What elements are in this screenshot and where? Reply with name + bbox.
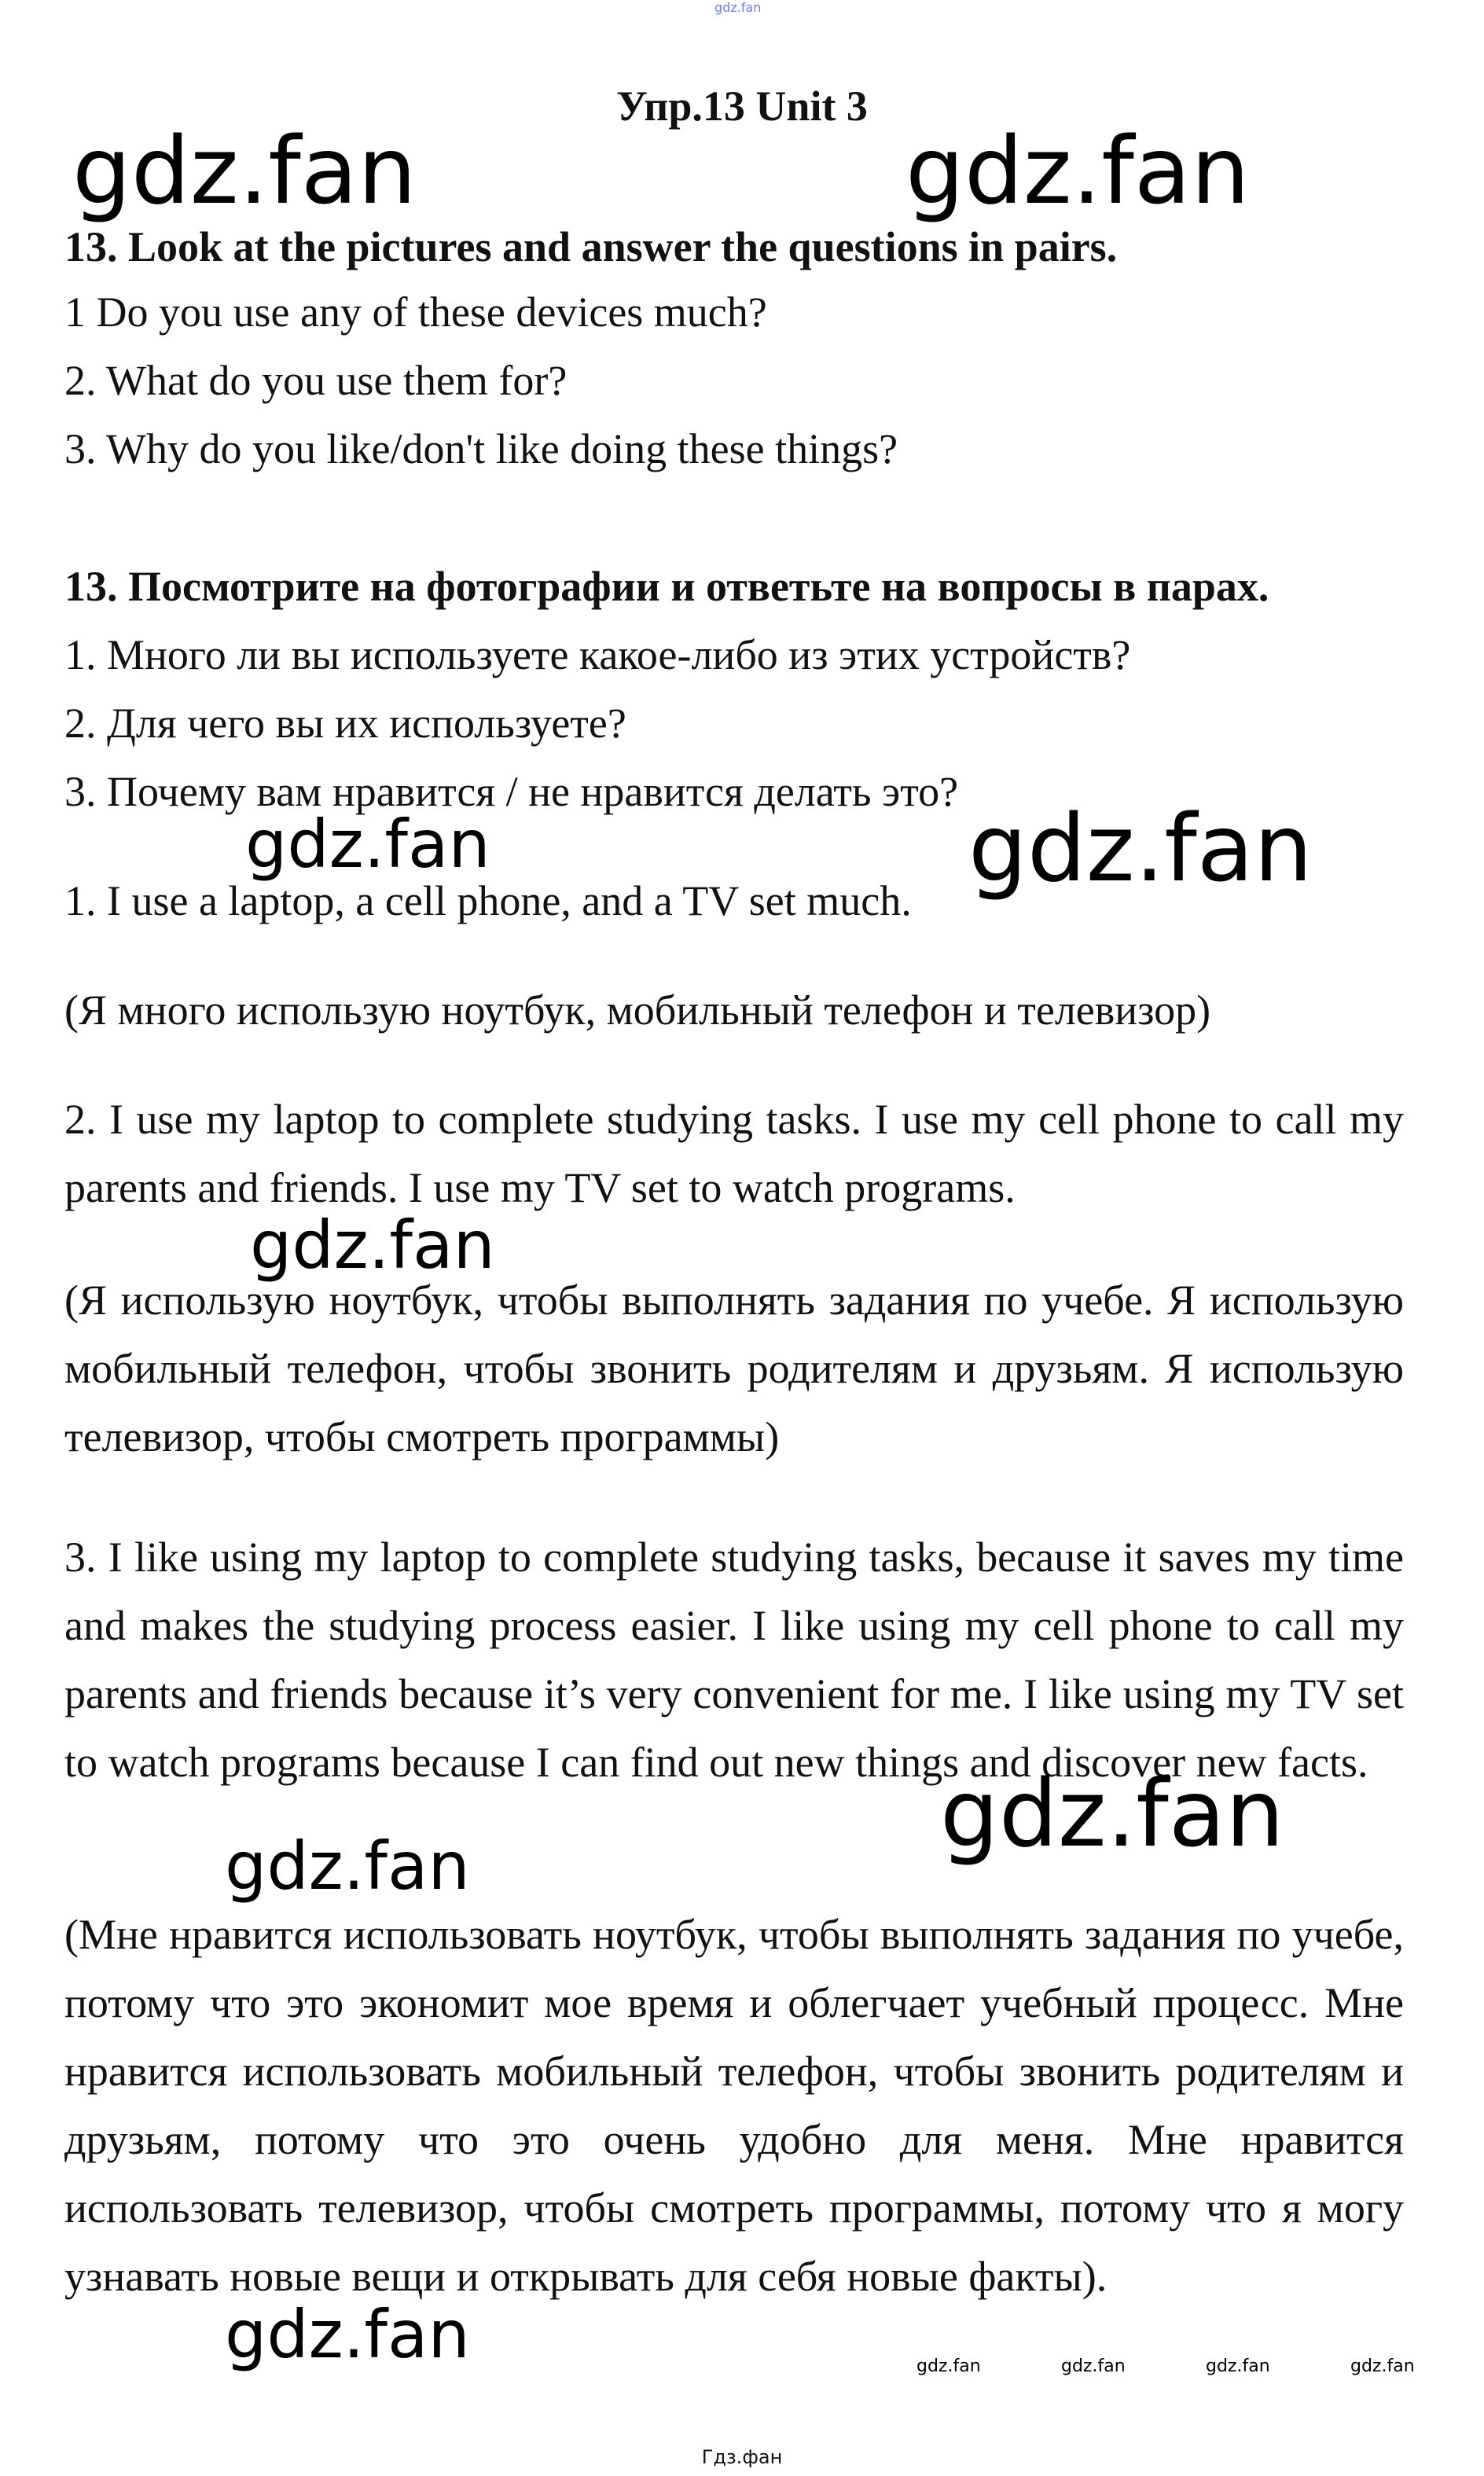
watermark: gdz.fan: [72, 116, 417, 225]
question-ru-2: 2. Для чего вы их используете?: [64, 700, 626, 747]
question-ru-3: 3. Почему вам нравится / не нравится делать это?: [64, 768, 959, 815]
watermark: gdz.fan: [940, 1759, 1284, 1868]
page-footer: Гдз.фан: [701, 2446, 783, 2468]
question-en-1: 1 Do you use any of these devices much?: [64, 288, 767, 336]
task-heading-en: 13. Look at the pictures and answer the questions in pairs.: [64, 223, 1118, 270]
page-title: Упр.13 Unit 3: [616, 83, 868, 130]
answer-3-en: 3. I like using my laptop to complete studying tasks, because it saves my time and makes the studying process easier. I like using my cell phone to call my parents and friends because it’s very convenient for me. I like using my TV set to watch programs because I can find out new things and discover new facts.: [64, 1534, 1404, 1786]
question-ru-1: 1. Много ли вы используете какое-либо из этих устройств?: [64, 631, 1131, 678]
answer-2-ru: (Я использую ноутбук, чтобы выполнять задания по учебе. Я использую мобильный телефон, чтобы звонить родителям и друзьям. Я использую телевизор, чтобы смотреть программы): [64, 1277, 1404, 1460]
watermark: gdz.fan: [916, 2357, 981, 2376]
task-heading-ru: 13. Посмотрите на фотографии и ответьте на вопросы в парах.: [64, 563, 1269, 610]
watermark: gdz.fan: [905, 116, 1250, 225]
watermark: gdz.fan: [250, 1207, 495, 1284]
answer-1-ru: (Я много использую ноутбук, мобильный телефон и телевизор): [64, 986, 1211, 1034]
watermark: gdz.fan: [1350, 2357, 1415, 2376]
watermark: gdz.fan: [968, 794, 1313, 902]
watermark: gdz.fan: [225, 1828, 470, 1905]
answer-1-en: 1. I use a laptop, a cell phone, and a TV set much.: [64, 877, 912, 924]
answer-3-ru: (Мне нравится использовать ноутбук, чтобы выполнять задания по учебе, потому что это экономит мое время и облегчает учебный процесс. Мне нравится использовать мобильный телефон, чтобы звонить родителям и друзьям, потому что это очень удобно для меня. Мне нравится использовать телевизор, чтобы смотреть программы, потому что я могу узнавать новые вещи и открывать для себя новые факты).: [64, 1911, 1404, 2300]
watermark: gdz.fan: [1206, 2357, 1270, 2376]
watermark-top: gdz.fan: [714, 0, 762, 15]
watermark: gdz.fan: [245, 806, 490, 883]
question-en-2: 2. What do you use them for?: [64, 357, 568, 404]
answer-2-en: 2. I use my laptop to complete studying tasks. I use my cell phone to call my parents and friends. I use my TV set to watch programs.: [64, 1096, 1404, 1211]
question-en-3: 3. Why do you like/don't like doing these things?: [64, 425, 898, 472]
watermark: gdz.fan: [1061, 2357, 1126, 2376]
watermark: gdz.fan: [225, 2296, 470, 2373]
